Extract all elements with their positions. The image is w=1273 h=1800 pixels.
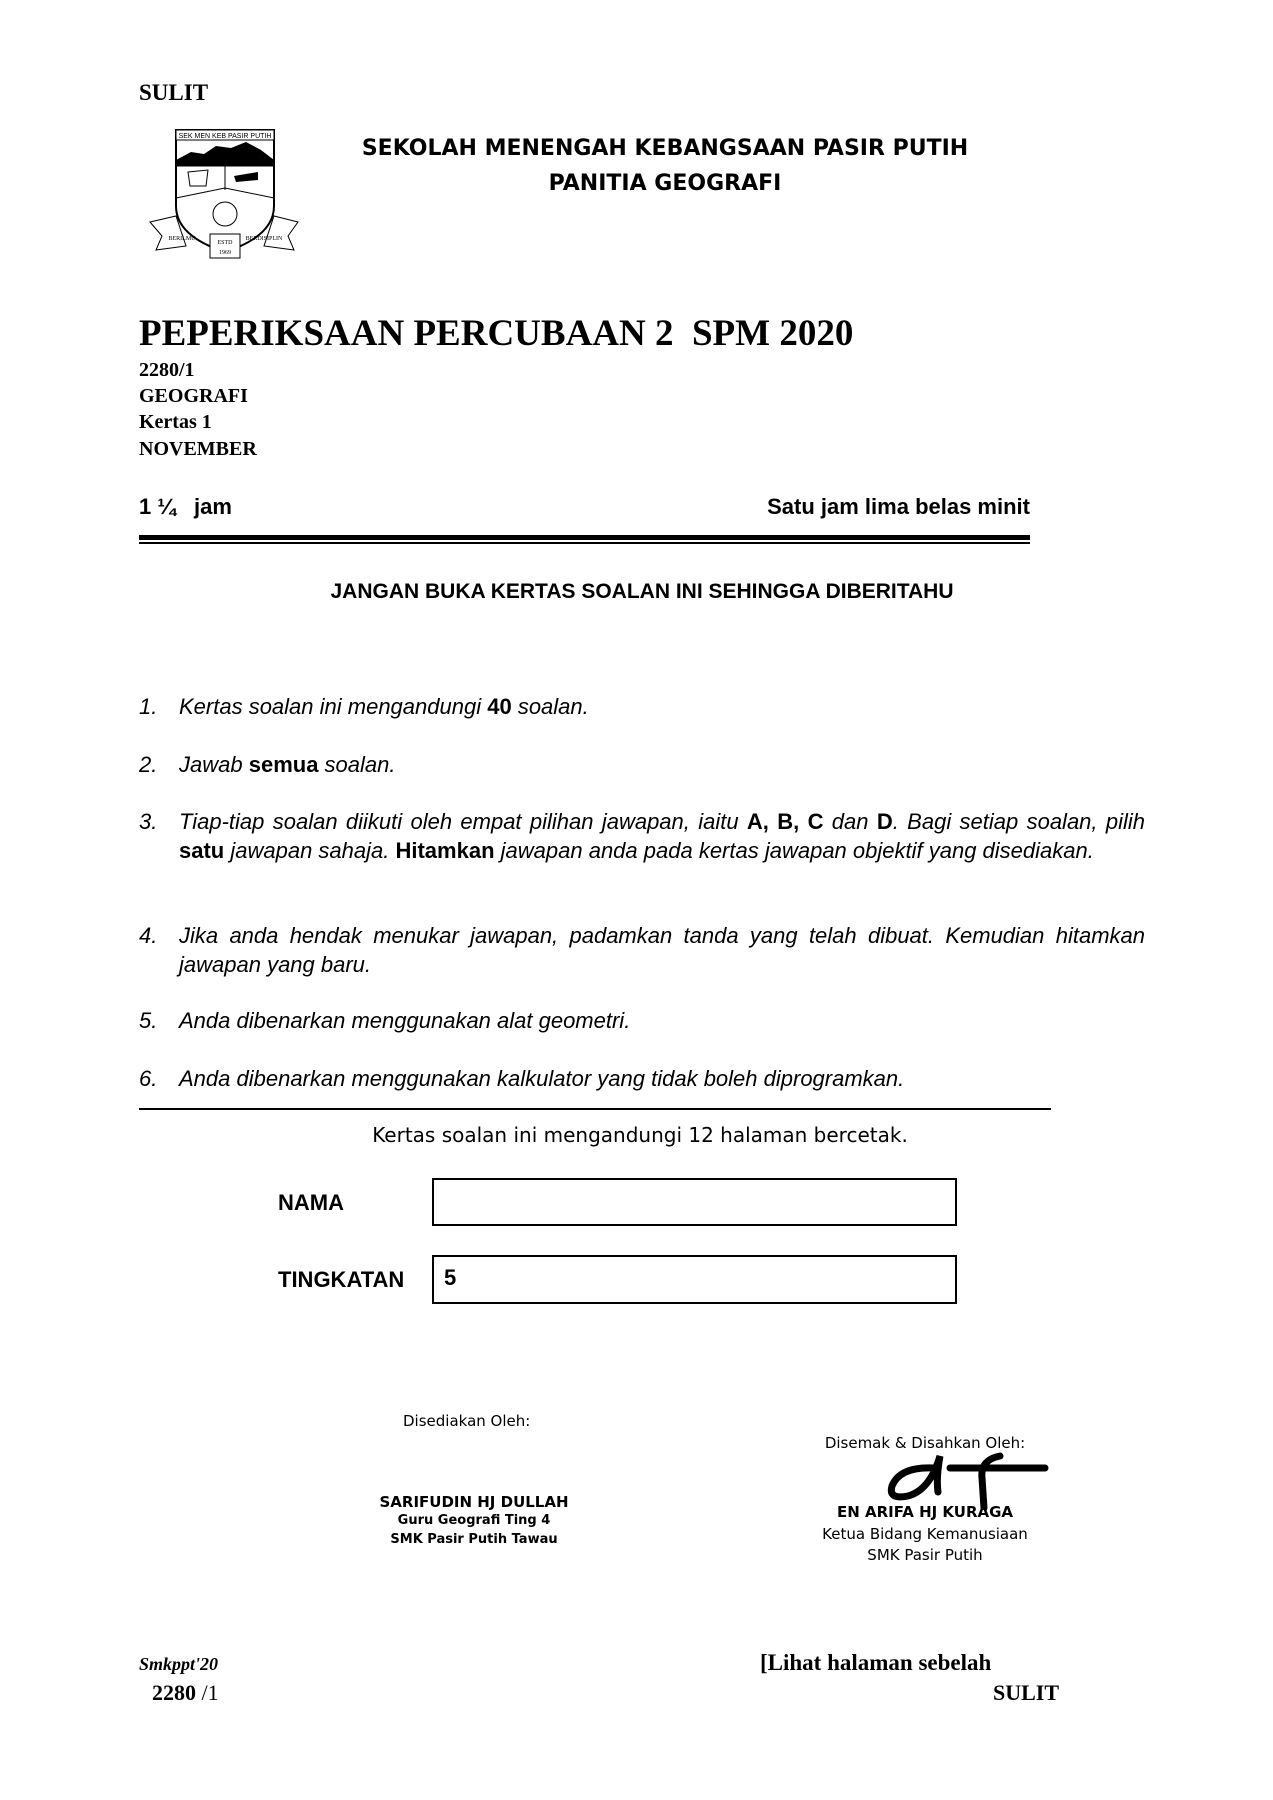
instruction-item (139, 807, 1145, 865)
exam-month: NOVEMBER (139, 438, 257, 460)
svg-text:SEK MEN KEB PASIR PUTIH: SEK MEN KEB PASIR PUTIH (178, 133, 272, 140)
item-number: 1. (139, 694, 158, 719)
form-label: TINGKATAN (278, 1267, 405, 1292)
footer-code-left: Smkppt'20 (139, 1654, 219, 1674)
name-label: NAMA (278, 1190, 344, 1215)
committee-name: PANITIA GEOGRAFI (548, 171, 782, 196)
approved-role: Ketua Bidang Kemanusiaan (822, 1525, 1028, 1543)
svg-text:BERDISIPLIN: BERDISIPLIN (245, 236, 283, 242)
item-bold: semua (248, 752, 319, 777)
double-rule-thin (139, 542, 1030, 544)
exam-title: PEPERIKSAAN PERCUBAAN 2 SPM 2020 (139, 313, 854, 354)
approved-org: SMK Pasir Putih (867, 1546, 983, 1564)
item-text: Tiap-tiap soalan diikuti oleh empat pilihan jawapan, iaitu (179, 809, 747, 834)
svg-text:1969: 1969 (219, 250, 231, 256)
item-text: Jawab (179, 752, 249, 777)
item-number: 2. (139, 752, 158, 777)
paper-code: 2280/1 (139, 359, 195, 381)
prepared-name: SARIFUDIN HJ DULLAH (379, 1493, 569, 1511)
approved-name: EN ARIFA HJ KURAGA (836, 1503, 1014, 1521)
item-number: 6. (139, 1066, 158, 1091)
prepared-label: Disediakan Oleh: (403, 1412, 531, 1430)
svg-text:ESTD: ESTD (217, 240, 233, 246)
item-text: dan (823, 809, 877, 834)
item-bold: satu (179, 838, 225, 863)
classification-top: SULIT (139, 80, 209, 105)
paper-number: Kertas 1 (139, 411, 212, 433)
item-text: soalan. (511, 694, 589, 719)
item-bold: D (876, 809, 893, 834)
page-count-note: Kertas soalan ini mengandungi 12 halaman bercetak. (372, 1123, 908, 1147)
instruction-item (139, 1006, 1145, 1035)
duration: 1 ¼ jam (139, 494, 232, 519)
next-page-note: [Lihat halaman sebelah (760, 1650, 992, 1675)
item-text: soalan. (318, 752, 396, 777)
school-logo (146, 126, 302, 262)
name-field[interactable] (432, 1178, 957, 1226)
form-field[interactable]: 5 (432, 1255, 957, 1304)
warning-notice: JANGAN BUKA KERTAS SOALAN INI SEHINGGA DIBERITAHU (330, 580, 954, 603)
item-number: 4. (139, 923, 158, 948)
item-bold: Hitamkan (395, 838, 495, 863)
instruction-item (139, 921, 1145, 979)
subject: GEOGRAFI (139, 385, 248, 407)
classification-bottom: SULIT (993, 1680, 1060, 1705)
footer-paper-code (152, 1680, 219, 1706)
prepared-org: SMK Pasir Putih Tawau (390, 1532, 558, 1547)
approved-label: Disemak & Disahkan Oleh: (824, 1434, 1026, 1452)
instruction-item (139, 750, 1145, 779)
item-text: . Bagi setiap soalan, pilih (892, 809, 1145, 834)
svg-text:BERILMU: BERILMU (168, 236, 196, 242)
duration-words: Satu jam lima belas minit (767, 494, 1030, 519)
school-name: SEKOLAH MENENGAH KEBANGSAAN PASIR PUTIH (361, 136, 969, 161)
footer-code-suffix: /1 (196, 1680, 219, 1705)
divider (139, 1108, 1051, 1110)
item-number: 3. (139, 809, 158, 834)
double-rule (139, 535, 1030, 540)
signature (880, 1448, 1050, 1510)
item-text: Anda dibenarkan menggunakan alat geometri. (179, 1008, 631, 1033)
item-text: jawapan sahaja. (224, 838, 396, 863)
footer-code: 2280 (152, 1680, 196, 1705)
item-text: Anda dibenarkan menggunakan kalkulator yang tidak boleh diprogramkan. (179, 1066, 905, 1091)
instruction-item (139, 1064, 1145, 1093)
instruction-item (139, 692, 1145, 721)
item-bold: A, B, C (746, 809, 824, 834)
prepared-role: Guru Geografi Ting 4 (397, 1513, 551, 1528)
item-text: Kertas soalan ini mengandungi (179, 694, 488, 719)
item-number: 5. (139, 1008, 158, 1033)
item-text: Jika anda hendak menukar jawapan, padamkan tanda yang telah dibuat. Kemudian hitamkan jawapan yang baru. (179, 923, 1145, 977)
item-bold: 40 (487, 694, 512, 719)
item-text: jawapan anda pada kertas jawapan objektif yang disediakan. (494, 838, 1094, 863)
